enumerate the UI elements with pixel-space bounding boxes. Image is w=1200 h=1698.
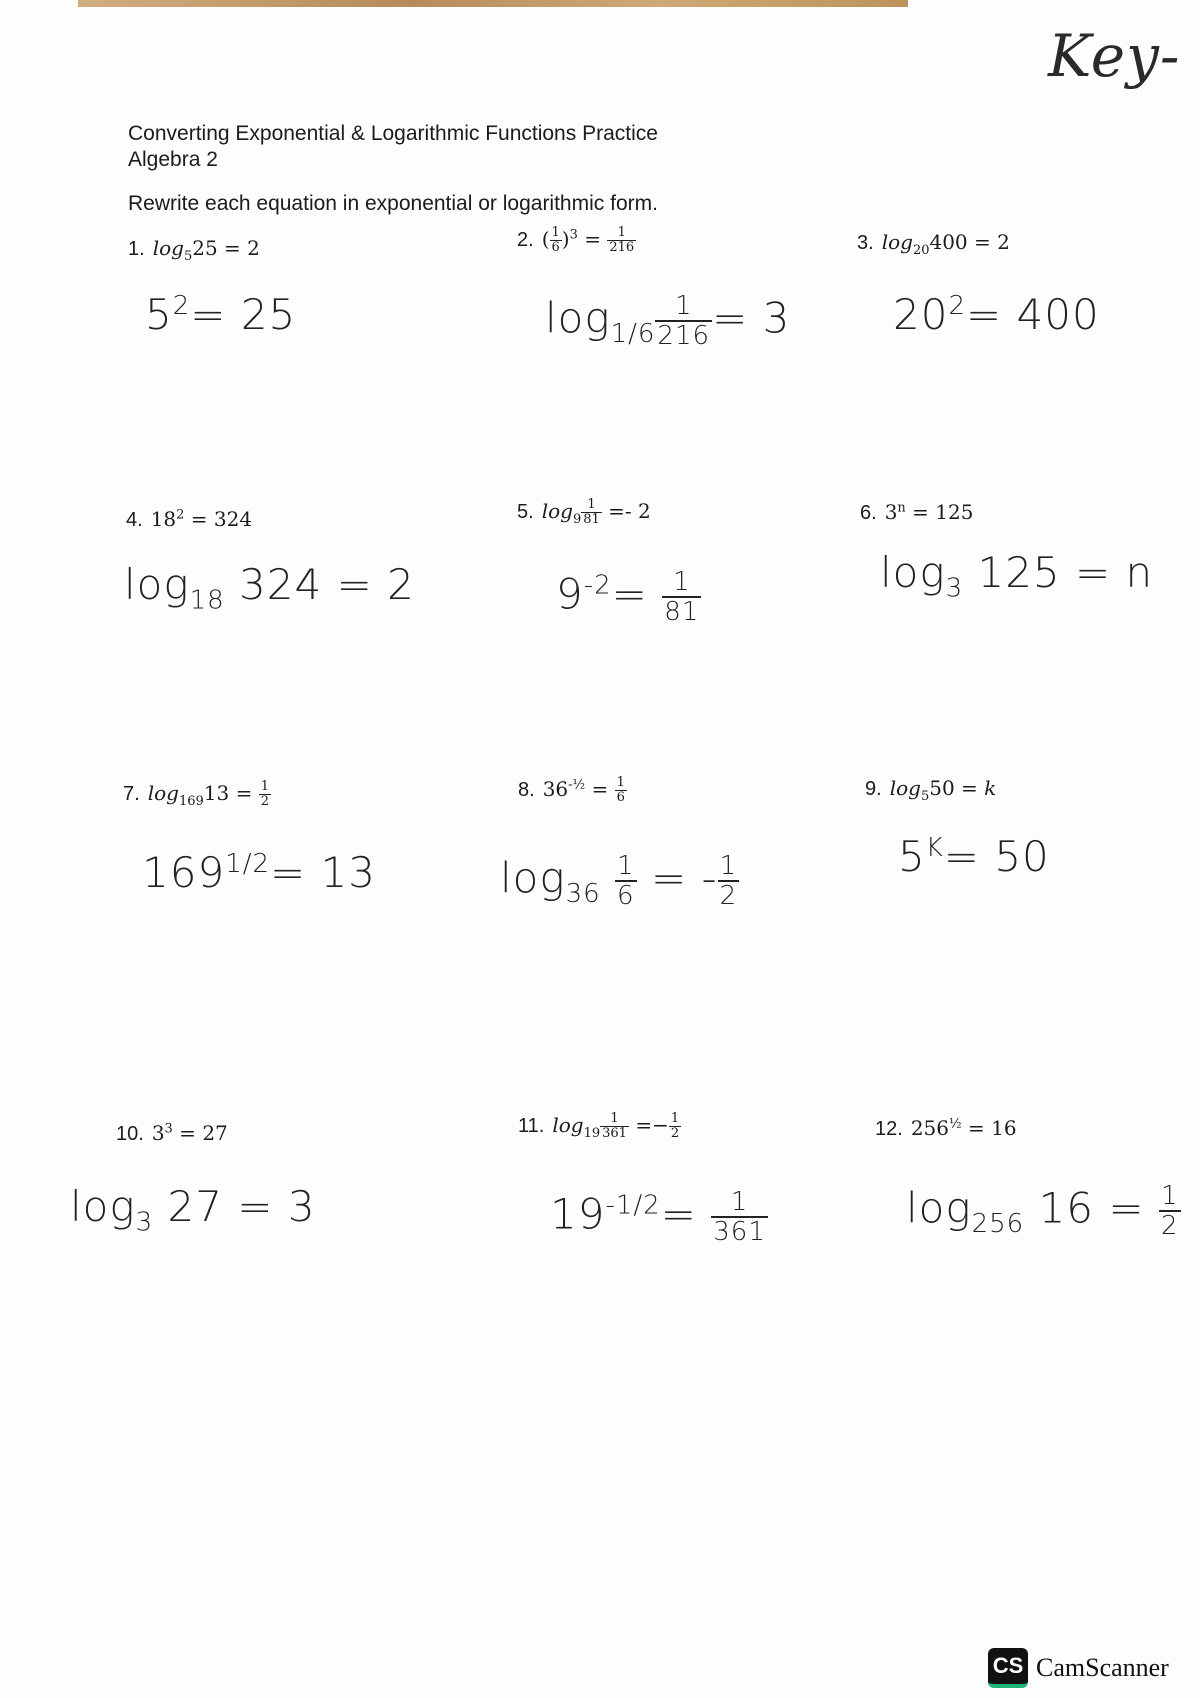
problem-8: 8. $36^{-\frac{1}{2}}$ = $\frac{1}{6}$	[518, 775, 625, 805]
answer-7: $169^{1/2}= 13$	[142, 848, 377, 897]
answer-6: $\log_3 125 = n$	[880, 548, 1154, 604]
answer-10: $\log_3 27 = 3$	[70, 1182, 316, 1238]
camscanner-icon: CS	[988, 1648, 1028, 1688]
answer-9: $5^K= 50$	[898, 832, 1050, 881]
handwritten-key-label: Key-	[1048, 22, 1181, 90]
problem-10: 10. $3^3 = 27$	[116, 1121, 228, 1145]
answer-4: $\log_{18} 324 = 2$	[124, 560, 415, 616]
answer-2: $\log_{1/6}$ $\frac{1}{216}$ = 3	[545, 291, 791, 351]
top-edge-band	[78, 0, 908, 7]
problem-2: 2. ( $\frac{1}{6}$ )$^3$ = $\frac{1}{216}$	[517, 225, 635, 255]
problem-5: 5. $\log_9$ $\frac{1}{81}$ =- 2	[517, 497, 651, 527]
worksheet-subtitle: Algebra 2	[128, 148, 218, 171]
problem-9: 9. $\log_550 = k$	[865, 776, 997, 804]
problem-3: 3. $\log_{20}400 = 2$	[857, 230, 1010, 258]
camscanner-text: CamScanner	[1036, 1653, 1169, 1682]
problem-4: 4. $18^2 = 324$	[126, 507, 253, 531]
problem-6: 6. $3^n = 125$	[860, 500, 974, 524]
answer-11: $19^{-1/2}=$ $\frac{1}{361}$	[550, 1187, 766, 1247]
problem-7: 7. $\log_{169}13$ = $\frac{1}{2}$	[123, 779, 269, 809]
problem-12: 12. $256^{\frac{1}{2}} = 16$	[875, 1116, 1017, 1140]
problem-1: 1. $\log_525 = 2$	[128, 236, 260, 264]
answer-1: $5^2= 25$	[145, 290, 297, 339]
answer-5: $9^{-2}=$ $\frac{1}{81}$	[556, 567, 700, 627]
answer-3: $20^2= 400$	[893, 290, 1100, 339]
instructions: Rewrite each equation in exponential or logarithmic form.	[128, 192, 658, 215]
camscanner-logo	[988, 1648, 1169, 1688]
answer-12: $\log_{256} 16$ = $\frac{1}{2}$	[906, 1181, 1179, 1241]
answer-8: $\log_{36}$ $\frac{1}{6}$ = - $\frac{1}{2}$	[500, 851, 738, 911]
problem-11: 11. $\log_{19}$ $\frac{1}{361}$ =− $\frac{1}{2}$	[518, 1111, 680, 1141]
worksheet-title: Converting Exponential & Logarithmic Functions Practice	[128, 122, 658, 145]
